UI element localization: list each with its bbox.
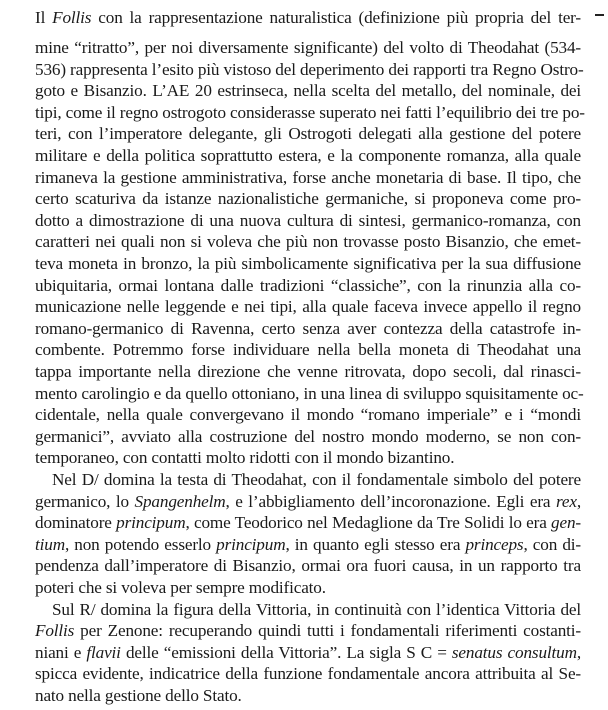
text-run: teri, con l’imperatore delegante, gli Ostrogoti delegati alla gestione del potere xyxy=(35,124,581,144)
text-run: militare e della politica soprattutto estera, e la componente romanza, alla quale xyxy=(35,146,581,165)
text-run: teva moneta in bronzo, la più simbolicamente significativa per la sua diffusione xyxy=(35,254,581,273)
text-line xyxy=(35,37,581,59)
text-line xyxy=(35,123,581,145)
italic-term: Follis xyxy=(52,8,92,27)
text-line xyxy=(35,275,581,297)
italic-term: senatus consultum xyxy=(451,642,577,662)
text-run: mento carolingio e da quello ottoniano, in una linea di sviluppo squisitamente oc- xyxy=(35,383,584,403)
text-run: dominatore xyxy=(35,513,117,533)
text-run: cidentale, nella quale convergevano il mondo “romano imperiale” e i “mondi xyxy=(35,405,581,425)
text-run: , come Teodorico nel Medaglione da Tre Solidi lo era xyxy=(185,513,552,533)
text-run: germanico, lo xyxy=(35,491,135,511)
text-run: tipi, come il regno ostrogoto considerasse superato nei fatti l’equilibrio dei tre po- xyxy=(35,102,585,122)
text-run: goto e Bisanzio. L’AE 20 estrinseca, nella scelta del metallo, del nominale, dei xyxy=(35,81,581,101)
text-run: dotto a dimostrazione di una nuova cultura di sintesi, germanico-romanza, con xyxy=(35,210,581,230)
text-line xyxy=(35,620,581,642)
italic-term: principum xyxy=(116,513,186,533)
text-line xyxy=(35,383,584,405)
text-run: delle “emissioni della Vittoria”. La sigla S C = xyxy=(120,642,452,662)
italic-term: tium xyxy=(35,534,65,554)
text-run: romano-germanico di Ravenna, certo senza aver contezza della catastrofe in- xyxy=(35,318,581,338)
text-run: temporaneo, con contatti molto ridotti con il mondo bizantino. xyxy=(35,448,455,468)
text-line xyxy=(35,534,581,556)
text-line xyxy=(35,102,585,124)
text-run: , e l’abbigliamento dell’incoronazione. Egli era xyxy=(225,491,556,511)
text-run: , in quanto egli stesso era xyxy=(285,534,466,554)
text-line xyxy=(35,642,581,664)
text-run: niani e xyxy=(35,642,87,662)
text-line xyxy=(35,145,581,167)
text-run: poteri che si voleva per sempre modificato. xyxy=(35,578,326,597)
italic-term: gen- xyxy=(551,513,581,533)
text-line xyxy=(35,318,581,340)
text-line xyxy=(35,339,581,361)
text-run: 536) rappresenta l’esito più vistoso del deperimento dei rapporti tra Regno Ostro- xyxy=(35,59,584,79)
text-line xyxy=(35,426,581,448)
text-line xyxy=(35,296,581,318)
text-run: , non potendo esserlo xyxy=(64,534,217,554)
italic-term: Follis xyxy=(35,621,75,641)
text-run: , xyxy=(576,642,582,662)
italic-term: flavii xyxy=(86,642,121,662)
text-run: Sul R/ domina la figura della Vittoria, in continuità con l’identica Vittoria del xyxy=(52,599,581,619)
text-run: germanici”, avviato alla costruzione del nostro mondo moderno, se non con- xyxy=(35,426,581,446)
text-line xyxy=(35,555,581,577)
text-line xyxy=(35,167,581,189)
text-run: spicca evidente, indicatrice della funzione fondamentale ancora attribuita al Se- xyxy=(35,664,581,684)
text-run: mine “ritratto”, per noi diversamente significante) del volto di Theodahat (534- xyxy=(35,38,581,57)
italic-term: Spangenhelm xyxy=(134,491,226,511)
text-line xyxy=(35,7,581,29)
text-line xyxy=(35,59,584,81)
text-run: tappa importante nella direzione che venne ritrovata, dopo secoli, dal rinasci- xyxy=(35,362,581,381)
text-run: pendenza dall’imperatore di Bisanzio, ormai ora fuori causa, in un rapporto tra xyxy=(35,556,581,576)
text-line xyxy=(35,253,581,275)
text-run: Il xyxy=(35,8,53,27)
text-run: municazione nelle leggende e nei tipi, alla quale faceva invece appello il regno xyxy=(35,297,581,317)
text-line xyxy=(35,188,581,210)
text-line xyxy=(35,231,581,253)
italic-term: rex xyxy=(555,491,577,511)
text-line xyxy=(35,512,581,534)
text-line xyxy=(35,404,581,426)
text-run: con la rappresentazione naturalistica (definizione più propria del ter- xyxy=(91,8,581,27)
corner-dash-mark xyxy=(595,14,604,16)
italic-term: principum xyxy=(216,534,286,554)
text-run: rimaneva la gestione amministrativa, forse anche monetaria di base. Il tipo, che xyxy=(35,167,581,187)
text-line xyxy=(52,469,581,491)
text-line xyxy=(35,577,581,599)
text-run: caratteri nei quali non si voleva che più non trovasse posto Bisanzio, che emet- xyxy=(35,232,581,252)
text-line xyxy=(52,599,581,621)
text-line xyxy=(35,361,581,383)
text-line xyxy=(35,80,581,102)
text-line xyxy=(35,663,581,685)
text-line xyxy=(35,447,581,469)
text-run: Nel D/ domina la testa di Theodahat, con il fondamentale simbolo del potere xyxy=(52,470,581,489)
text-line xyxy=(35,491,581,513)
text-run: ubiquitaria, ormai lontana dalle tradizioni “classiche”, con la rinunzia alla co- xyxy=(35,275,581,295)
text-line xyxy=(35,685,581,707)
text-line xyxy=(35,210,581,232)
text-run: , con di- xyxy=(523,534,581,554)
text-run: , xyxy=(576,491,581,511)
text-run: certo scaturiva da istanze nazionalistiche germaniche, si proponeva come pro- xyxy=(35,189,581,209)
text-run: combente. Potremmo forse individuare nella bella moneta di Theodahat una xyxy=(35,340,581,360)
italic-term: princeps xyxy=(465,534,524,554)
text-run: per Zenone: recuperando quindi tutti i fondamentali riferimenti costanti- xyxy=(74,621,581,641)
text-run: nato nella gestione dello Stato. xyxy=(35,686,242,705)
